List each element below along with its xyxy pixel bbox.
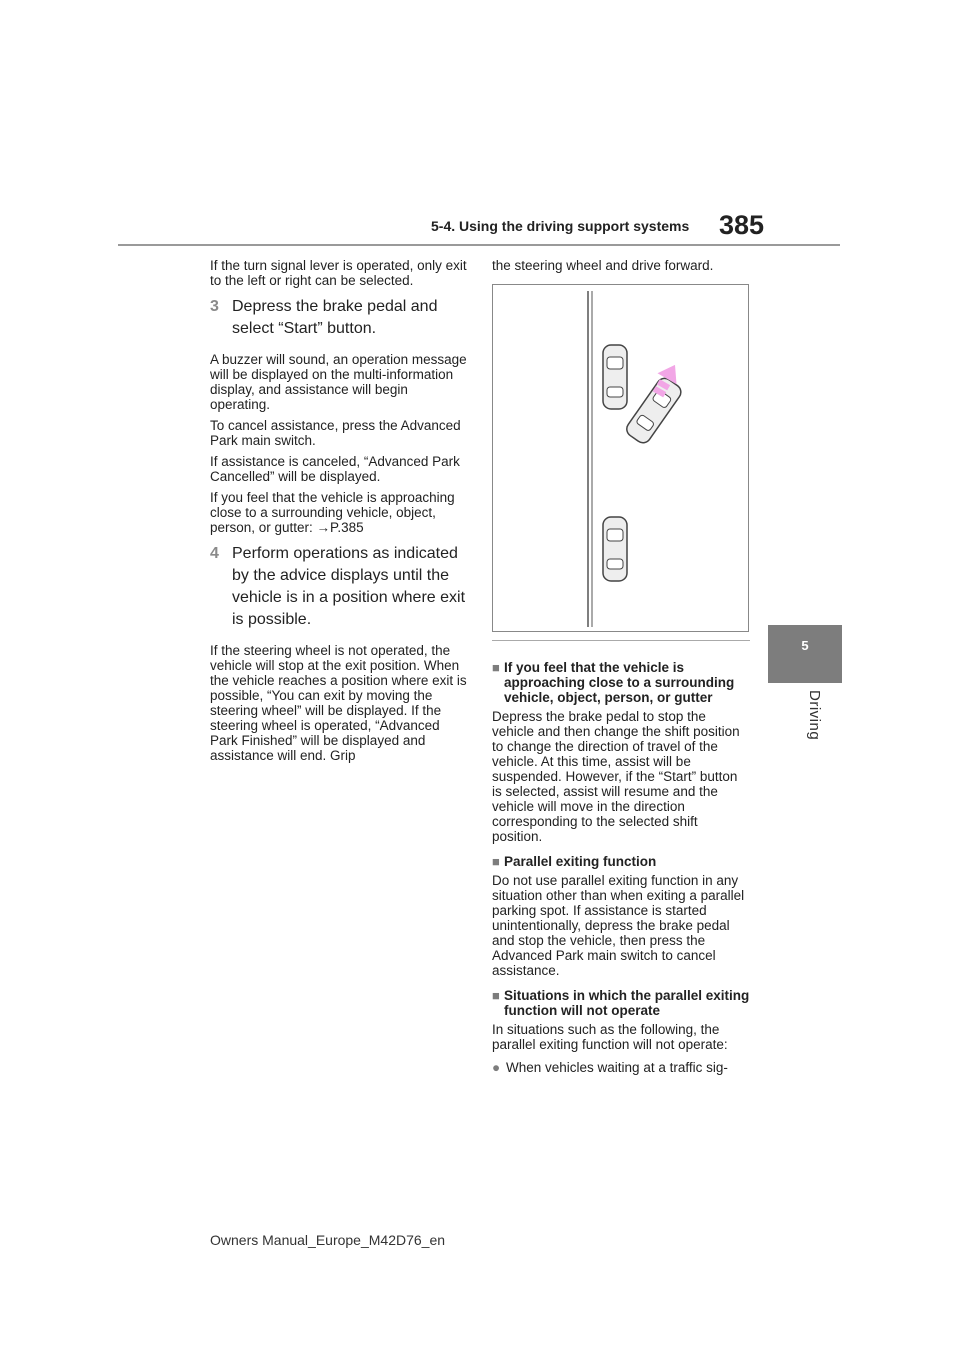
chapter-label: Driving (806, 690, 823, 741)
chapter-number: 5 (801, 638, 809, 653)
paragraph-steering: If the steering wheel is not operated, the vehicle will stop at the exit position. When the vehicle reaches a position where exit is possible, “You can exit by moving the steering wheel” will be displayed. If the steering wheel is operated, “Advanced Park Finished” will be displayed and assistance will end. Grip (210, 643, 467, 763)
step-text: Perform operations as indicated by the advice displays until the vehicle is in a position where exit is possible. (232, 545, 466, 628)
step-number: 3 (210, 298, 219, 315)
section-title: 5-4. Using the driving support systems (431, 218, 690, 234)
left-column (210, 258, 468, 769)
paragraph-approaching-link[interactable]: If you feel that the vehicle is approaching close to a surrounding vehicle, object, person, or gutter: →P.385 (210, 490, 455, 535)
section-heading-not-operate (492, 988, 750, 1018)
section-heading-approaching (492, 660, 750, 705)
right-column (492, 258, 750, 279)
section-body: Depress the brake pedal to stop the vehicle and then change the shift position to change the direction of travel of the vehicle. At this time, assist will be suspended. However, if the “Start” button is selected, assist will resume and the vehicle will move in the direction corresponding to the selected shift position. (492, 709, 740, 844)
footer-text: Owners Manual_Europe_M42D76_en (210, 1232, 446, 1248)
section-title: Situations in which the parallel exiting function will not operate (504, 988, 750, 1018)
intro-paragraph: If the turn signal lever is operated, only exit to the left or right can be selected. (210, 258, 467, 288)
bullet-text: When vehicles waiting at a traffic sig- (506, 1060, 728, 1075)
section-marker: ■ (492, 660, 500, 675)
section-title: Parallel exiting function (504, 854, 657, 869)
right-column-sections (492, 650, 750, 1075)
section-marker: ■ (492, 854, 500, 869)
bullet-item (492, 1060, 750, 1075)
step-number: 4 (210, 545, 219, 562)
page-number: 385 (719, 210, 765, 240)
continuation-paragraph: the steering wheel and drive forward. (492, 258, 714, 273)
illustration-svg (493, 285, 748, 631)
step-4 (210, 543, 468, 631)
section-body: Do not use parallel exiting function in any situation other than when exiting a parallel parking spot. If assistance is started unintentionally, depress the brake pedal and stop the vehicle, then press the Advanced Park main switch to cancel assistance. (492, 873, 745, 978)
parked-car-rear (603, 517, 627, 581)
paragraph-buzzer: A buzzer will sound, an operation message will be displayed on the multi-information display, and assistance will begin operating. (210, 352, 467, 412)
section-title: If you feel that the vehicle is approaching close to a surrounding vehicle, object, person, or gutter (504, 660, 735, 705)
paragraph-cancel: To cancel assistance, press the Advanced Park main switch. (210, 418, 461, 448)
exiting-car (624, 375, 684, 446)
bullet-marker: ● (492, 1060, 501, 1075)
chapter-tab (768, 625, 842, 683)
paragraph-canceled: If assistance is canceled, “Advanced Park Cancelled” will be displayed. (210, 454, 460, 484)
parked-car-front (603, 345, 627, 409)
figure-divider (492, 640, 750, 641)
section-body: In situations such as the following, the parallel exiting function will not operate: (492, 1022, 728, 1052)
step-text: Depress the brake pedal and select “Start” button. (232, 298, 438, 337)
section-heading-parallel-exiting (492, 854, 750, 869)
parallel-exit-illustration (492, 284, 749, 632)
section-marker: ■ (492, 988, 500, 1003)
step-3 (210, 296, 468, 340)
header-divider (118, 244, 840, 246)
